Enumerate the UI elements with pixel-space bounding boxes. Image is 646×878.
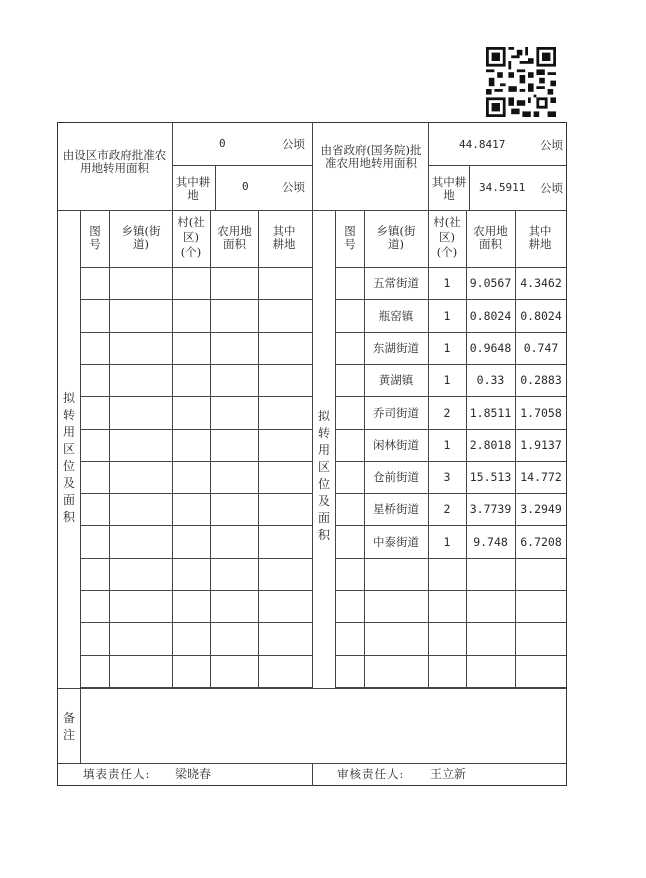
row-line-left bbox=[80, 396, 312, 397]
side-label-right: 拟转用区位及面积 bbox=[317, 409, 330, 542]
col-village-right: 村(社区)(个) bbox=[433, 215, 461, 259]
cell-arable: 1.9137 bbox=[520, 438, 562, 452]
v-line bbox=[469, 165, 470, 210]
v-line bbox=[258, 210, 259, 688]
cell-farm-area: 1.8511 bbox=[469, 405, 512, 420]
cell-village: 1 bbox=[443, 373, 451, 387]
v-line bbox=[172, 210, 173, 688]
province-arable-value: 34.5911 bbox=[479, 181, 526, 194]
row-line-left bbox=[80, 558, 312, 559]
col-town-left: 乡镇(街道) bbox=[121, 224, 161, 251]
cell-farm-area: 9.748 bbox=[473, 534, 508, 549]
reviewer-name: 王立新 bbox=[430, 767, 467, 781]
cell-arable: 1.7058 bbox=[520, 405, 562, 420]
remarks-label: 备注 bbox=[62, 711, 75, 742]
side-label-left: 拟转用区位及面积 bbox=[62, 391, 75, 524]
row-line-left bbox=[80, 429, 312, 430]
cell-town: 乔司街道 bbox=[373, 405, 419, 420]
city-area-unit: 公顷 bbox=[282, 137, 305, 151]
v-line bbox=[210, 210, 211, 688]
col-map-no-right: 图号 bbox=[344, 224, 356, 251]
cell-town: 中泰街道 bbox=[373, 534, 419, 549]
cell-arable: 6.7208 bbox=[520, 534, 562, 549]
cell-village: 1 bbox=[443, 438, 451, 452]
cell-village: 1 bbox=[443, 276, 451, 290]
filler-name: 梁晓春 bbox=[175, 767, 212, 781]
cell-town: 瓶窑镇 bbox=[378, 308, 414, 323]
col-town-right: 乡镇(街道) bbox=[376, 224, 416, 251]
cell-town: 星桥街道 bbox=[373, 502, 419, 516]
cell-farm-area: 3.7739 bbox=[469, 502, 512, 516]
row-line-left bbox=[80, 364, 312, 365]
cell-farm-area: 0.9648 bbox=[469, 341, 512, 355]
city-approved-label: 由设区市政府批准农用地转用面积 bbox=[62, 148, 167, 175]
row-line-left bbox=[80, 590, 312, 591]
cell-village: 3 bbox=[443, 470, 451, 484]
reviewer-label: 审核责任人: bbox=[337, 767, 405, 781]
row-line-right bbox=[335, 590, 567, 591]
col-village-left: 村(社区)(个) bbox=[177, 215, 205, 259]
province-arable-unit: 公顷 bbox=[540, 181, 563, 195]
col-arable-left: 其中耕地 bbox=[272, 224, 296, 251]
v-line bbox=[215, 165, 216, 210]
cell-town: 闲林街道 bbox=[373, 438, 419, 452]
cell-arable: 0.8024 bbox=[520, 308, 562, 323]
cell-farm-area: 0.8024 bbox=[469, 308, 512, 323]
cell-arable: 0.2883 bbox=[520, 373, 562, 387]
row-line-left bbox=[80, 525, 312, 526]
land-use-form bbox=[57, 122, 567, 786]
header-divider-right bbox=[428, 165, 567, 166]
cell-village: 1 bbox=[443, 534, 451, 549]
province-area-value: 44.8417 bbox=[459, 138, 506, 151]
cell-farm-area: 15.513 bbox=[469, 470, 512, 484]
cell-arable: 14.772 bbox=[520, 470, 562, 484]
city-arable-unit: 公顷 bbox=[282, 180, 305, 194]
v-line bbox=[428, 122, 429, 210]
v-line-middle bbox=[312, 122, 313, 688]
cell-farm-area: 2.8018 bbox=[469, 438, 512, 452]
row-line-left bbox=[80, 493, 312, 494]
cell-arable: 4.3462 bbox=[520, 276, 562, 290]
row-line-right bbox=[335, 655, 567, 656]
v-line bbox=[109, 210, 110, 688]
col-arable-right: 其中耕地 bbox=[528, 224, 552, 251]
cell-village: 2 bbox=[443, 502, 451, 516]
cell-town: 黄湖镇 bbox=[378, 373, 414, 387]
cell-town: 五常街道 bbox=[373, 276, 419, 290]
cell-village: 2 bbox=[443, 405, 451, 420]
col-map-no-left: 图号 bbox=[89, 224, 101, 251]
cell-town: 仓前街道 bbox=[373, 470, 419, 484]
v-line bbox=[335, 210, 336, 688]
header-divider-left bbox=[172, 165, 312, 166]
cell-town: 东湖街道 bbox=[373, 341, 419, 355]
row-line-left bbox=[80, 622, 312, 623]
cell-farm-area: 9.0567 bbox=[469, 276, 512, 290]
v-line bbox=[172, 122, 173, 210]
v-line bbox=[80, 210, 81, 688]
cell-village: 1 bbox=[443, 341, 451, 355]
cell-arable: 0.747 bbox=[523, 341, 559, 355]
row-line-left bbox=[80, 461, 312, 462]
province-area-unit: 公顷 bbox=[540, 138, 563, 152]
table-bottom-line bbox=[57, 688, 567, 689]
province-arable-label: 其中耕地 bbox=[431, 175, 467, 202]
cell-village: 1 bbox=[443, 308, 451, 323]
row-line-left bbox=[80, 332, 312, 333]
cell-arable: 3.2949 bbox=[520, 502, 562, 516]
city-arable-value: 0 bbox=[242, 180, 249, 193]
row-line-left bbox=[80, 299, 312, 300]
col-farm-area-left: 农用地面积 bbox=[217, 224, 252, 251]
row-line-right bbox=[335, 558, 567, 559]
row-line-left bbox=[80, 655, 312, 656]
col-farm-area-right: 农用地面积 bbox=[473, 224, 508, 251]
city-area-value: 0 bbox=[219, 137, 226, 150]
filler-label: 填表责任人: bbox=[83, 767, 151, 781]
cell-farm-area: 0.33 bbox=[476, 373, 505, 387]
v-line bbox=[80, 688, 81, 763]
v-line bbox=[312, 763, 313, 786]
qr-code-icon bbox=[486, 47, 556, 117]
col-header-bottom-left bbox=[80, 267, 312, 268]
province-approved-label: 由省政府(国务院)批准农用地转用面积 bbox=[320, 143, 422, 170]
city-arable-label: 其中耕地 bbox=[175, 175, 211, 202]
row-line-right bbox=[335, 622, 567, 623]
